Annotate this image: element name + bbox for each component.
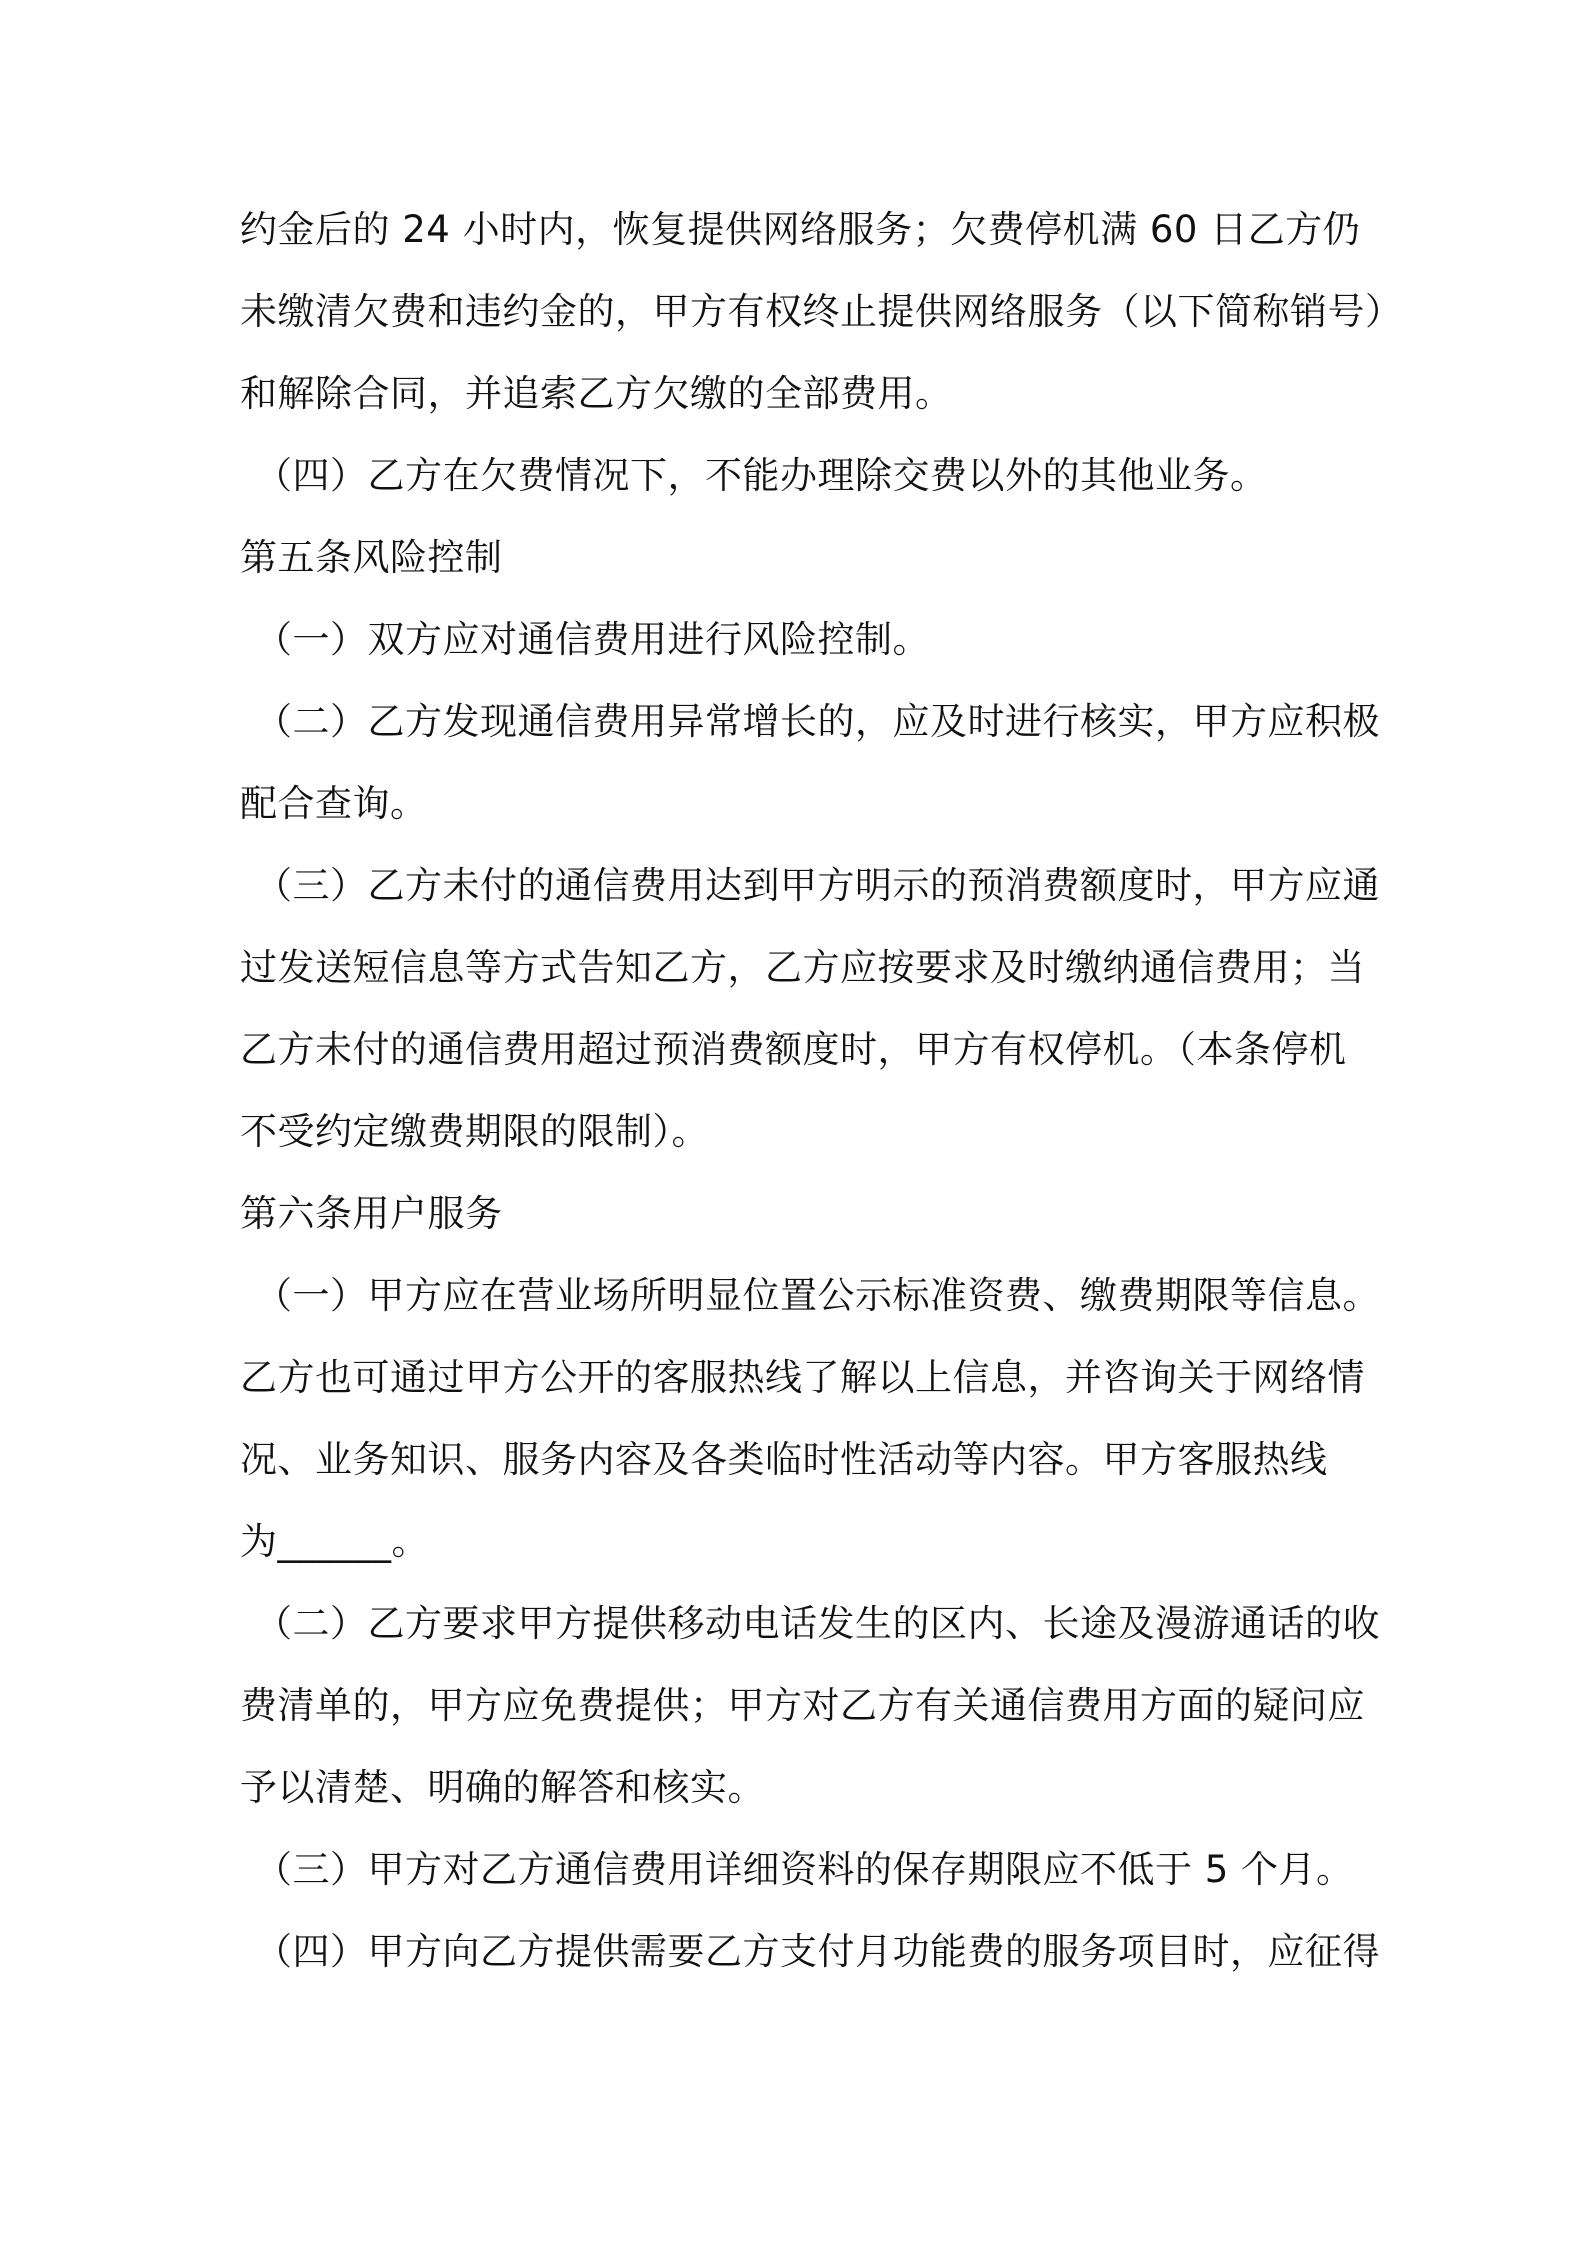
text-line: （一）双方应对通信费用进行风险控制。: [255, 618, 930, 661]
text-line: （四）甲方向乙方提供需要乙方支付月功能费的服务项目时，应征得: [255, 1930, 1380, 1973]
text-line: 乙方也可通过甲方公开的客服热线了解以上信息，并咨询关于网络情: [240, 1356, 1365, 1399]
text-line: （三）乙方未付的通信费用达到甲方明示的预消费额度时，甲方应通: [255, 864, 1380, 907]
text-line: 费清单的，甲方应免费提供；甲方对乙方有关通信费用方面的疑问应: [240, 1684, 1365, 1727]
text-line: 配合查询。: [240, 782, 428, 825]
text-line: （四）乙方在欠费情况下，不能办理除交费以外的其他业务。: [255, 454, 1268, 497]
text-line: （二）乙方发现通信费用异常增长的，应及时进行核实，甲方应积极: [255, 700, 1380, 743]
text-line: （二）乙方要求甲方提供移动电话发生的区内、长途及漫游通话的收: [255, 1602, 1380, 1645]
text-line: 未缴清欠费和违约金的，甲方有权终止提供网络服务（以下简称销号）: [240, 290, 1403, 333]
text-line: 予以清楚、明确的解答和核实。: [240, 1766, 765, 1809]
text-line: 过发送短信息等方式告知乙方，乙方应按要求及时缴纳通信费用；当: [240, 946, 1365, 989]
text-line: 和解除合同，并追索乙方欠缴的全部费用。: [240, 372, 953, 415]
text-line: 约金后的 24 小时内，恢复提供网络服务；欠费停机满 60 日乙方仍: [240, 208, 1361, 251]
section-heading: 第六条用户服务: [240, 1192, 503, 1235]
text-line: 乙方未付的通信费用超过预消费额度时，甲方有权停机。（本条停机: [240, 1028, 1347, 1071]
text-line: （一）甲方应在营业场所明显位置公示标准资费、缴费期限等信息。: [255, 1274, 1380, 1317]
text-line: （三）甲方对乙方通信费用详细资料的保存期限应不低于 5 个月。: [255, 1848, 1354, 1891]
text-line: 不受约定缴费期限的限制）。: [240, 1110, 709, 1153]
text-line: 况、业务知识、服务内容及各类临时性活动等内容。甲方客服热线: [240, 1438, 1328, 1481]
section-heading: 第五条风险控制: [240, 536, 503, 579]
text-line: 为______。: [240, 1520, 429, 1563]
